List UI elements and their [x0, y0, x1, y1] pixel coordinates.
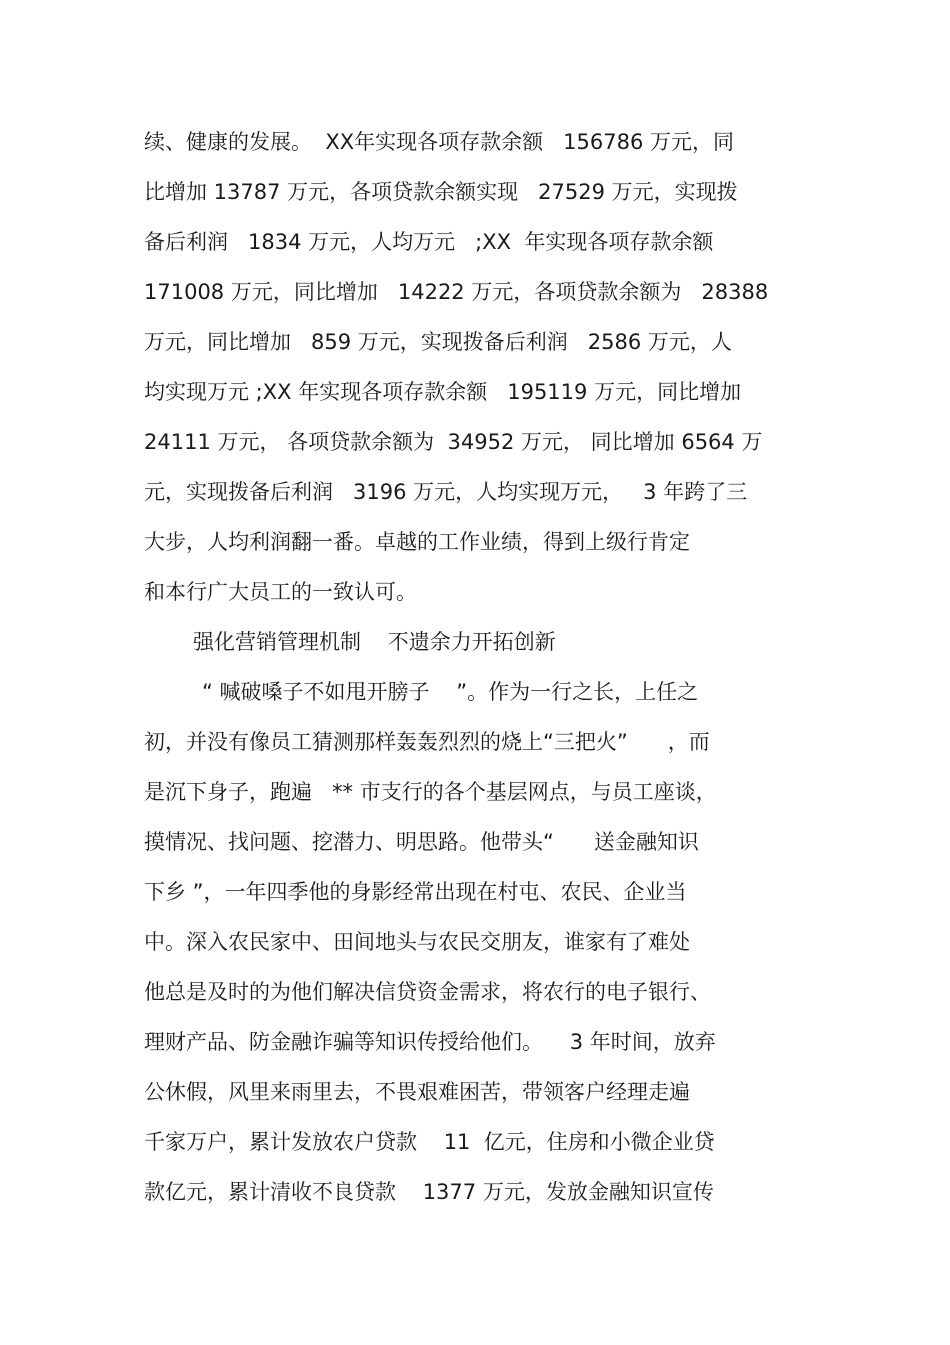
- text-line: 理财产品、防金融诈骗等知识传授给他们。 3 年时间，放弃: [144, 1030, 716, 1054]
- text-line: 万元，同比增加 859 万元，实现拨备后利润 2586 万元，人: [144, 330, 732, 354]
- text-line: 均实现万元 ;XX 年实现各项存款余额 195119 万元，同比增加: [144, 380, 742, 404]
- text-line: 和本行广大员工的一致认可。: [144, 580, 417, 604]
- text-line: 初，并没有像员工猜测那样轰轰烈烈的烧上“三把火” ，而: [144, 730, 710, 754]
- text-line: 千家万户，累计发放农户贷款 11 亿元，住房和小微企业贷: [144, 1130, 715, 1154]
- text-line: 备后利润 1834 万元，人均万元 ;XX 年实现各项存款余额: [144, 230, 714, 254]
- text-line: 比增加 13787 万元，各项贷款余额实现 27529 万元，实现拨: [144, 180, 738, 204]
- text-line: 171008 万元，同比增加 14222 万元，各项贷款余额为 28388: [144, 280, 769, 304]
- text-line: 下乡 ”，一年四季他的身影经常出现在村屯、农民、企业当: [144, 880, 687, 904]
- text-line: 中。深入农民家中、田间地头与农民交朋友，谁家有了难处: [144, 930, 690, 954]
- text-line: 是沉下身子，跑遍 ** 市支行的各个基层网点，与员工座谈，: [144, 780, 717, 804]
- text-line: 公休假，风里来雨里去，不畏艰难困苦，带领客户经理走遍: [144, 1080, 690, 1104]
- text-line: 款亿元，累计清收不良贷款 1377 万元，发放金融知识宣传: [144, 1180, 714, 1204]
- text-line: 元，实现拨备后利润 3196 万元，人均实现万元， 3 年跨了三: [144, 480, 748, 504]
- text-line: “ 喊破嗓子不如甩开膀子 ”。作为一行之长，上任之: [202, 680, 699, 704]
- text-line: 摸情况、找问题、挖潜力、明思路。他带头“ 送金融知识: [144, 830, 699, 854]
- text-line: 大步，人均利润翻一番。卓越的工作业绩，得到上级行肯定: [144, 530, 690, 554]
- text-line: 他总是及时的为他们解决信贷资金需求，将农行的电子银行、: [144, 980, 711, 1004]
- section-heading: 强化营销管理机制 不遗余力开拓创新: [193, 630, 556, 654]
- text-line: 24111 万元， 各项贷款余额为 34952 万元， 同比增加 6564 万: [144, 430, 763, 454]
- text-line: 续、健康的发展。 XX年实现各项存款余额 156786 万元，同: [144, 130, 734, 154]
